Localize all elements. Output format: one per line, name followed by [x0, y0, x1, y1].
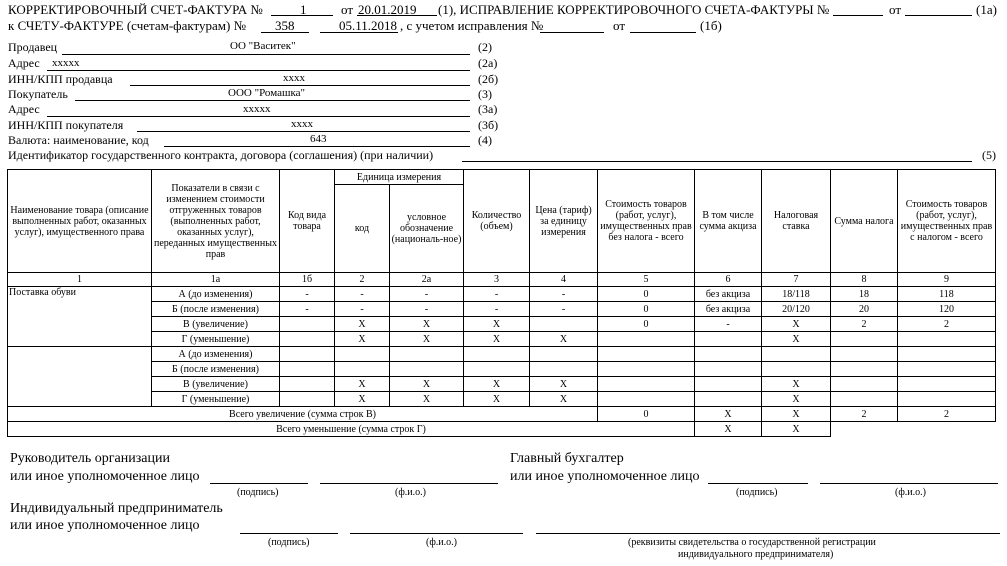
head-label-1: Руководитель организации [10, 451, 170, 466]
head-fio-caption: (ф.и.о.) [395, 487, 426, 498]
column-number: 1 [8, 273, 152, 287]
cell: 0 [598, 287, 695, 302]
column-numbers-row [8, 273, 996, 287]
column-number: 5 [598, 273, 695, 287]
cell: X [530, 377, 598, 392]
table-row [8, 302, 996, 317]
base-invoice-date: 05.11.2018 [339, 18, 398, 33]
with-correction-mark: (1б) [700, 18, 722, 33]
column-number: 7 [762, 273, 831, 287]
header-c9: Стоимость товаров (работ, услуг), имущественных прав с налогом - всего [898, 170, 996, 273]
cell: X [464, 317, 530, 332]
cell: без акциза [695, 302, 762, 317]
cell: - [280, 302, 335, 317]
cell: 0 [598, 317, 695, 332]
buyer-inn-label: ИНН/КПП покупателя [8, 118, 124, 132]
correction-mark: (1а) [976, 2, 997, 17]
cell [280, 317, 335, 332]
cell: X [390, 317, 464, 332]
cell: 0 [598, 302, 695, 317]
buyer-address-label: Адрес [8, 102, 40, 116]
header-c2a: условное обозначение (националь-ное) [390, 185, 464, 273]
invoice-table [7, 169, 996, 437]
ip-signature-caption: (подпись) [268, 537, 310, 548]
invoice-from-label: от [341, 2, 354, 17]
total-decrease-row [8, 422, 996, 437]
cell [280, 392, 335, 407]
table-row [8, 332, 996, 347]
cell [695, 362, 762, 377]
row-indicator: Б (после изменения) [152, 362, 280, 377]
buyer-value: ООО "Ромашка" [228, 87, 305, 99]
cell [598, 362, 695, 377]
cell [598, 332, 695, 347]
ip-fio-line[interactable] [350, 533, 523, 534]
row-indicator: А (до изменения) [152, 287, 280, 302]
buyer-mark: (3) [478, 87, 492, 101]
cell [695, 392, 762, 407]
header-c7: Налоговая ставка [762, 170, 831, 273]
buyer-address-value: ххххх [243, 103, 271, 115]
cell: - [464, 302, 530, 317]
table-row [8, 347, 996, 362]
cell: 2 [898, 317, 996, 332]
cell [390, 347, 464, 362]
cell: X [390, 392, 464, 407]
header-c1a: Показатели в связи с изменением стоимости отгруженных товаров (выполненных работ, оказанных услуг), переданных имущественных прав [152, 170, 280, 273]
cell [280, 377, 335, 392]
cell [695, 347, 762, 362]
ip-label-1: Индивидуальный предприниматель [10, 501, 223, 516]
row-indicator: В (увеличение) [152, 377, 280, 392]
column-number: 6 [695, 273, 762, 287]
row-indicator: Б (после изменения) [152, 302, 280, 317]
cell [598, 347, 695, 362]
cell: X [530, 392, 598, 407]
total-decrease-c7: X [762, 422, 831, 437]
cell: 120 [898, 302, 996, 317]
cell [530, 347, 598, 362]
cell [898, 332, 996, 347]
seller-inn-value: хххх [283, 72, 305, 84]
column-number: 1б [280, 273, 335, 287]
currency-label: Валюта: наименование, код [8, 133, 149, 147]
cell: X [335, 392, 390, 407]
currency-mark: (4) [478, 133, 492, 147]
total-decrease-label: Всего уменьшение (сумма строк Г) [8, 422, 695, 437]
contract-id-mark: (5) [982, 148, 996, 162]
buyer-inn-value: хххх [291, 118, 313, 130]
cell: 118 [898, 287, 996, 302]
header-c4: Цена (тариф) за единицу измерения [530, 170, 598, 273]
base-invoice-number: 358 [275, 18, 295, 33]
correction-title: (1), ИСПРАВЛЕНИЕ КОРРЕКТИРОВОЧНОГО СЧЕТА-ФАКТУРЫ № [438, 2, 830, 17]
with-correction-from: от [613, 18, 626, 33]
invoice-title: КОРРЕКТИРОВОЧНЫЙ СЧЕТ-ФАКТУРА № [8, 2, 263, 17]
cell: - [390, 302, 464, 317]
header-c6: В том числе сумма акциза [695, 170, 762, 273]
cell [831, 332, 898, 347]
head-signature-caption: (подпись) [237, 487, 279, 498]
cell: X [335, 332, 390, 347]
cell: 18 [831, 287, 898, 302]
cell [335, 362, 390, 377]
row-indicator: В (увеличение) [152, 317, 280, 332]
cell [831, 347, 898, 362]
cell [390, 362, 464, 377]
ip-requisites-caption-1: (реквизиты свидетельства о государственной регистрации [628, 537, 876, 548]
chief-fio-line[interactable] [820, 483, 998, 484]
table-row [8, 287, 996, 302]
row-indicator: Г (уменьшение) [152, 332, 280, 347]
item-name: Поставка обуви [8, 287, 152, 347]
column-number: 2а [390, 273, 464, 287]
cell: - [335, 287, 390, 302]
buyer-address-mark: (3а) [478, 102, 498, 116]
buyer-inn-mark: (3б) [478, 118, 499, 132]
cell: 2 [831, 317, 898, 332]
cell [530, 362, 598, 377]
invoice-number: 1 [300, 2, 307, 17]
total-increase-c9: 2 [898, 407, 996, 422]
cell: X [762, 317, 831, 332]
cell [898, 347, 996, 362]
seller-address-label: Адрес [8, 56, 40, 70]
table-row [8, 362, 996, 377]
invoice-date: 20.01.2019 [358, 2, 417, 17]
header-unit: Единица измерения [335, 170, 464, 185]
cell: - [530, 302, 598, 317]
cell [280, 362, 335, 377]
contract-id-label: Идентификатор государственного контракта, договора (соглашения) (при наличии) [8, 148, 434, 162]
cell: X [335, 317, 390, 332]
total-increase-label: Всего увеличение (сумма строк В) [8, 407, 598, 422]
total-increase-c6: X [695, 407, 762, 422]
seller-value: ОО "Васитек" [230, 40, 296, 52]
ip-label-2: или иное уполномоченное лицо [10, 518, 200, 533]
header-c3: Количество (объем) [464, 170, 530, 273]
chief-label-1: Главный бухгалтер [510, 451, 624, 466]
cell: - [335, 302, 390, 317]
ip-requisites-caption-2: индивидуального предпринимателя) [678, 549, 834, 560]
with-correction-label: , с учетом исправления № [400, 18, 544, 33]
currency-value: 643 [310, 133, 327, 145]
seller-label: Продавец [8, 40, 58, 54]
chief-signature-line[interactable] [708, 483, 808, 484]
header-c2: код [335, 185, 390, 273]
cell: X [335, 377, 390, 392]
base-invoice-title: к СЧЕТУ-ФАКТУРЕ (счетам-фактурам) № [8, 18, 246, 33]
cell [762, 347, 831, 362]
cell [530, 317, 598, 332]
cell: X [762, 392, 831, 407]
cell: 20 [831, 302, 898, 317]
cell [280, 332, 335, 347]
seller-inn-label: ИНН/КПП продавца [8, 72, 113, 86]
cell [831, 377, 898, 392]
header-c1: Наименование товара (описание выполненных работ, оказанных услуг), имущественного права [8, 170, 152, 273]
cell: X [762, 377, 831, 392]
head-signature-line[interactable] [210, 483, 308, 484]
total-decrease-c6: X [695, 422, 762, 437]
column-number: 2 [335, 273, 390, 287]
cell: X [464, 392, 530, 407]
cell [831, 392, 898, 407]
column-number: 3 [464, 273, 530, 287]
column-number: 1а [152, 273, 280, 287]
correction-from-label: от [889, 2, 902, 17]
cell [598, 377, 695, 392]
chief-label-2: или иное уполномоченное лицо [510, 469, 700, 484]
cell: без акциза [695, 287, 762, 302]
total-increase-c5: 0 [598, 407, 695, 422]
cell [898, 392, 996, 407]
table-row [8, 377, 996, 392]
total-increase-c7: X [762, 407, 831, 422]
chief-signature-caption: (подпись) [736, 487, 778, 498]
column-number: 9 [898, 273, 996, 287]
cell [695, 332, 762, 347]
cell: - [390, 287, 464, 302]
cell: X [762, 332, 831, 347]
buyer-label: Покупатель [8, 87, 68, 101]
cell: - [464, 287, 530, 302]
cell [762, 362, 831, 377]
cell [464, 347, 530, 362]
cell: X [464, 377, 530, 392]
cell [898, 377, 996, 392]
cell [695, 377, 762, 392]
item-name-empty [8, 347, 152, 407]
column-number: 4 [530, 273, 598, 287]
seller-inn-mark: (2б) [478, 72, 499, 86]
cell [831, 362, 898, 377]
table-row [8, 317, 996, 332]
cell: 18/118 [762, 287, 831, 302]
header-c1b: Код вида товара [280, 170, 335, 273]
seller-address-mark: (2а) [478, 56, 498, 70]
table-row [8, 392, 996, 407]
column-number: 8 [831, 273, 898, 287]
total-increase-row [8, 407, 996, 422]
header-c5: Стоимость товаров (работ, услуг), имущественных прав без налога - всего [598, 170, 695, 273]
cell: - [280, 287, 335, 302]
chief-fio-caption: (ф.и.о.) [895, 487, 926, 498]
ip-signature-line[interactable] [240, 533, 338, 534]
cell: X [530, 332, 598, 347]
cell: - [530, 287, 598, 302]
total-decrease-blank [831, 422, 996, 437]
cell [280, 347, 335, 362]
head-label-2: или иное уполномоченное лицо [10, 469, 200, 484]
row-indicator: А (до изменения) [152, 347, 280, 362]
ip-requisites-line[interactable] [536, 533, 1000, 534]
cell [598, 392, 695, 407]
cell [335, 347, 390, 362]
head-fio-line[interactable] [320, 483, 498, 484]
cell: X [390, 332, 464, 347]
cell: 20/120 [762, 302, 831, 317]
cell: - [695, 317, 762, 332]
cell [898, 362, 996, 377]
header-c8: Сумма налога [831, 170, 898, 273]
seller-mark: (2) [478, 40, 492, 54]
cell: X [464, 332, 530, 347]
cell [464, 362, 530, 377]
seller-address-value: ххххх [52, 57, 80, 69]
row-indicator: Г (уменьшение) [152, 392, 280, 407]
total-increase-c8: 2 [831, 407, 898, 422]
ip-fio-caption: (ф.и.о.) [426, 537, 457, 548]
cell: X [390, 377, 464, 392]
